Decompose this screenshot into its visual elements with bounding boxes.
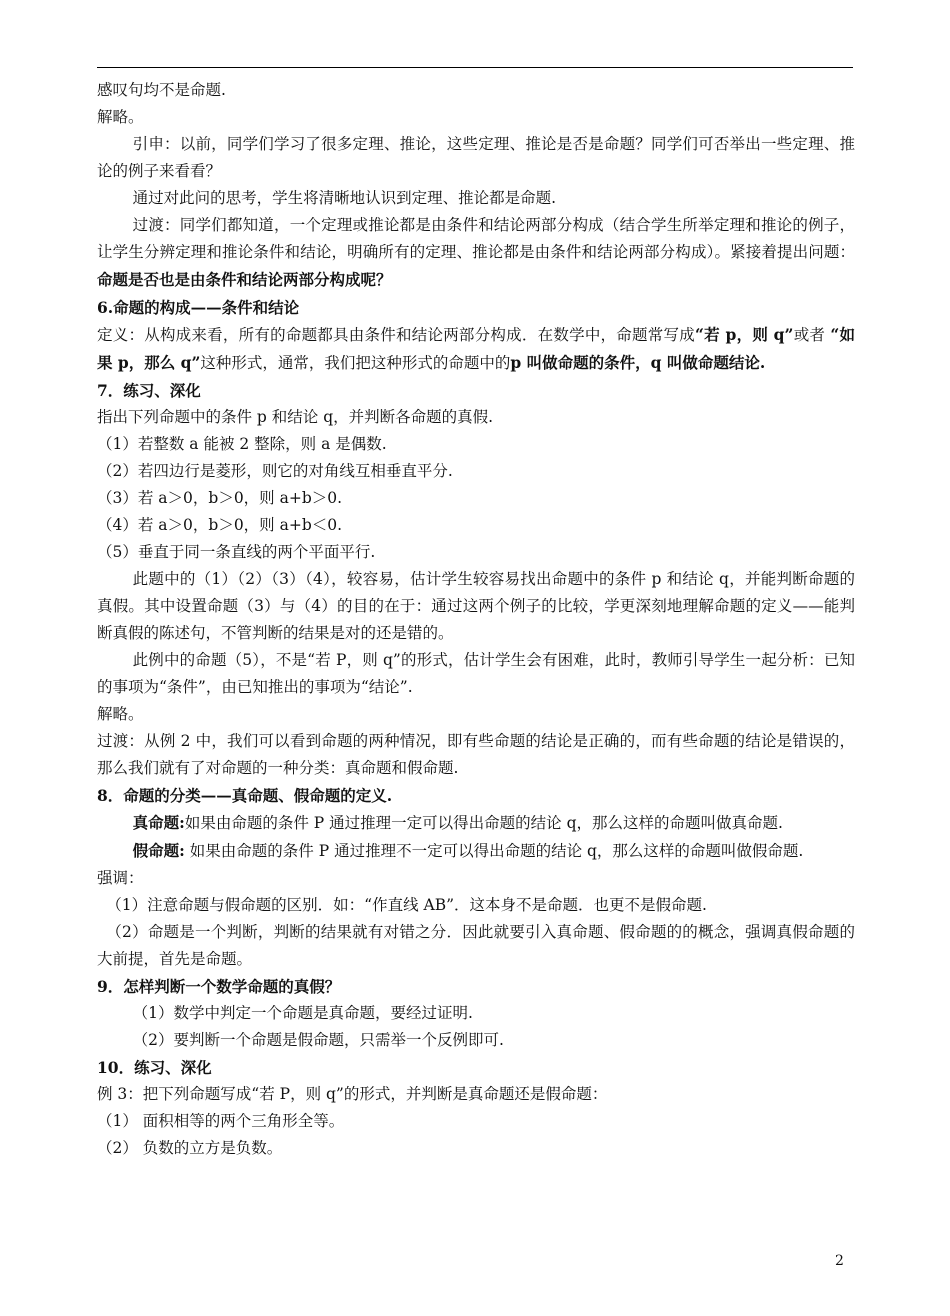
definition-paragraph	[97, 321, 855, 377]
paragraph	[97, 212, 855, 294]
bold-question: 命题是否也是由条件和结论两部分构成呢？	[97, 270, 392, 289]
list-item: （1）若整数 a 能被 2 整除，则 a 是偶数.	[97, 435, 387, 453]
section-heading-6: 6.命题的构成——条件和结论	[97, 298, 300, 317]
document-page	[97, 0, 855, 1316]
list-item: （1） 面积相等的两个三角形全等。	[97, 1112, 345, 1130]
paragraph-text: 过渡：同学们都知道，一个定理或推论都是由条件和结论两部分构成（结合学生所举定理和推论的例子，让学生分辨定理和推论条件和结论，明确所有的定理、推论都是由条件和结论两部分构成）。紧接着提出问题：	[97, 216, 855, 261]
definition-false	[97, 837, 855, 865]
header-rule	[97, 67, 853, 68]
bold-form: “如果 p，那么 q”	[97, 325, 855, 372]
section-heading-7: 7．练习、深化	[97, 381, 201, 400]
term-label: 真命题:	[132, 813, 185, 832]
list-item: （3）若 a＞0，b＞0，则 a+b＞0.	[97, 489, 343, 507]
list-item: （4）若 a＞0，b＞0，则 a+b＜0.	[97, 516, 343, 534]
bold-form: “若 p，则 q”	[694, 325, 794, 344]
section-heading-10: 10．练习、深化	[97, 1058, 212, 1077]
paragraph: 通过对此问的思考，学生将清晰地认识到定理、推论都是命题.	[132, 189, 557, 207]
text-line: 解略。	[97, 705, 144, 723]
definition-text: 或者	[793, 326, 831, 344]
term-text: 如果由命题的条件 P 通过推理一定可以得出命题的结论 q，那么这样的命题叫做真命题.	[184, 814, 783, 832]
text-line: 强调：	[97, 869, 144, 887]
term-label: 假命题:	[132, 841, 185, 860]
definition-text: 这种形式，通常，我们把这种形式的命题中的	[200, 354, 511, 372]
section-heading-9: 9．怎样判断一个数学命题的真假？	[97, 977, 341, 996]
term-text: 如果由命题的条件 P 通过推理不一定可以得出命题的结论 q，那么这样的命题叫做假命题.	[184, 842, 804, 860]
list-item: （2）若四边行是菱形，则它的对角线互相垂直平分.	[97, 462, 453, 480]
definition-true	[97, 809, 855, 837]
page-number: 2	[835, 1253, 844, 1269]
paragraph: 引申：以前，同学们学习了很多定理、推论，这些定理、推论是否是命题？同学们可否举出一些定理、推论的例子来看看？	[97, 135, 855, 180]
text-line: 指出下列命题中的条件 p 和结论 q，并判断各命题的真假.	[97, 408, 494, 426]
paragraph: 此题中的（1）（2）（3）（4），较容易，估计学生较容易找出命题中的条件 p 和结论 q，并能判断命题的真假。其中设置命题（3）与（4）的目的在于：通过这两个例子的比较，学更深刻地理解命题的定义——能判断真假的陈述句，不管判断的结果是对的还是错的。	[97, 570, 855, 642]
text-line: 例 3：把下列命题写成“若 P，则 q”的形式，并判断是真命题还是假命题：	[97, 1085, 608, 1103]
paragraph: 此例中的命题（5），不是“若 P，则 q”的形式，估计学生会有困难，此时，教师引导学生一起分析：已知的事项为“条件”，由已知推出的事项为“结论”.	[97, 651, 855, 696]
list-item: （2）命题是一个判断，判断的结果就有对错之分．因此就要引入真命题、假命题的的概念，强调真假命题的大前提，首先是命题。	[97, 923, 855, 968]
document-body	[97, 77, 855, 1162]
list-item: （1）数学中判定一个命题是真命题，要经过证明.	[132, 1004, 473, 1022]
list-item: （5）垂直于同一条直线的两个平面平行.	[97, 543, 376, 561]
section-heading-8: 8．命题的分类——真命题、假命题的定义.	[97, 786, 393, 805]
definition-text: 定义：从构成来看，所有的命题都具由条件和结论两部分构成．在数学中，命题常写成	[97, 326, 695, 344]
list-item: （2）要判断一个命题是假命题，只需举一个反例即可.	[132, 1031, 504, 1049]
text-line: 解略。	[97, 108, 144, 126]
paragraph: 过渡：从例 2 中，我们可以看到命题的两种情况，即有些命题的结论是正确的，而有些命题的结论是错误的，那么我们就有了对命题的一种分类：真命题和假命题.	[97, 732, 855, 777]
list-item: （1）注意命题与假命题的区别．如：“作直线 AB”．这本身不是命题．也更不是假命题.	[106, 896, 707, 914]
text-line: 感叹句均不是命题.	[97, 81, 226, 99]
bold-definition: p 叫做命题的条件，q 叫做命题结论.	[510, 353, 766, 372]
list-item: （2） 负数的立方是负数。	[97, 1139, 283, 1157]
